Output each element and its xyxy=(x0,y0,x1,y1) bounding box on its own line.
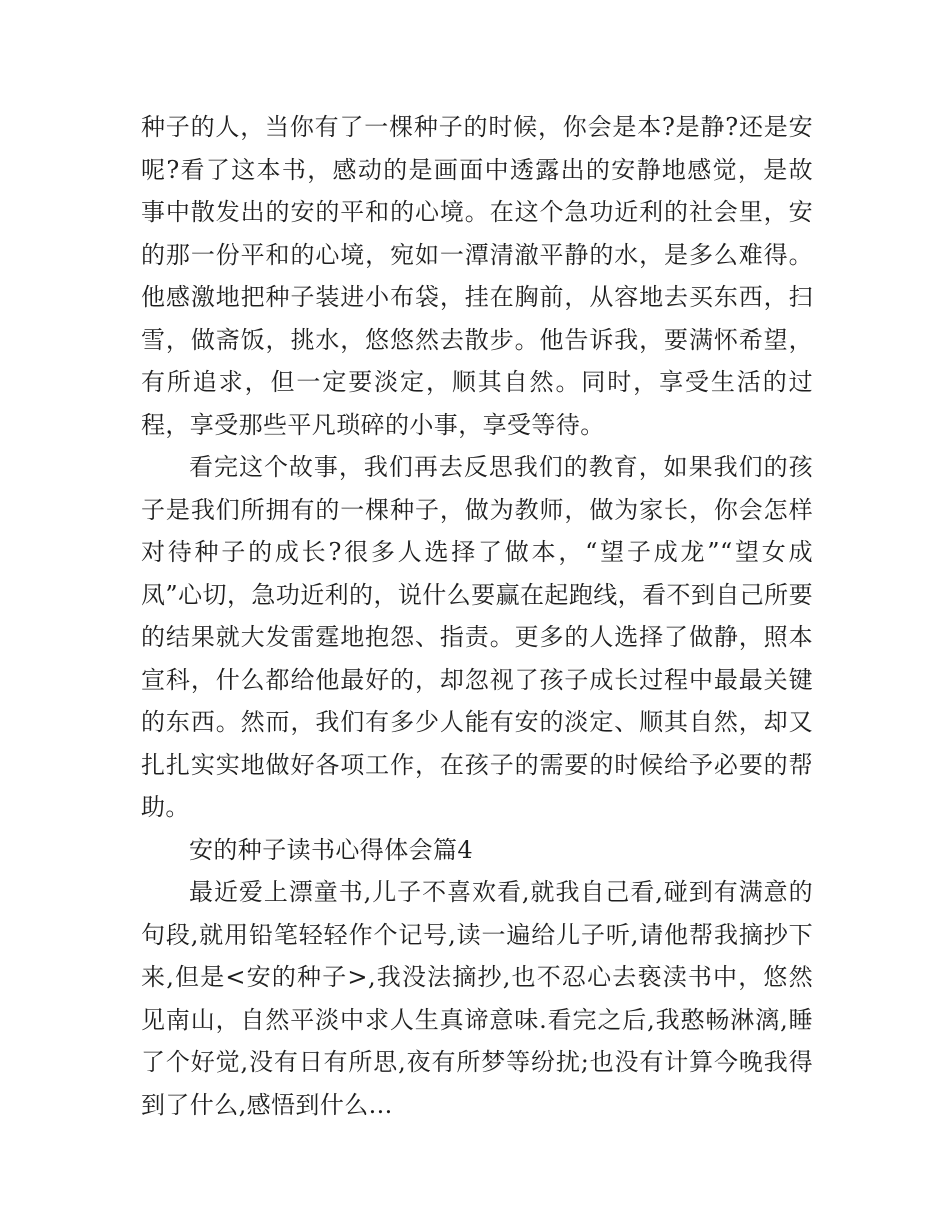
paragraph-section-4: 最近爱上漂童书,儿子不喜欢看,就我自己看,碰到有满意的句段,就用铅笔轻轻作个记号,读一遍给儿子听,请他帮我摘抄下来,但是<安的种子>,我没法摘抄,也不忍心去亵渎书中，悠然见南山，自然平淡中求人生真谛意味.看完之后,我憨畅淋漓,睡了个好觉,没有日有所思,夜有所梦等纷扰;也没有计算今晚我得到了什么,感悟到什么... xyxy=(141,878,813,1119)
document-body xyxy=(141,106,813,1126)
paragraph-continuation: 种子的人，当你有了一棵种子的时候，你会是本?是静?还是安呢?看了这本书，感动的是画面中透露出的安静地感觉，是故事中散发出的安的平和的心境。在这个急功近利的社会里，安的那一份平和的心境，宛如一潭清澈平静的水，是多么难得。他感激地把种子装进小布袋，挂在胸前，从容地去买东西，扫雪，做斋饭，挑水，悠悠然去散步。他告诉我，要满怀希望，有所追求，但一定要淡定，顺其自然。同时，享受生活的过程，享受那些平凡琐碎的小事，享受等待。 xyxy=(141,113,813,439)
section-heading: 安的种子读书心得体会篇4 xyxy=(189,835,474,864)
paragraph-reflection: 看完这个故事，我们再去反思我们的教育，如果我们的孩子是我们所拥有的一棵种子，做为教师，做为家长，你会怎样对待种子的成长?很多人选择了做本，“望子成龙”“望女成凤”心切，急功近利的，说什么要赢在起跑线，看不到自己所要的结果就大发雷霆地抱怨、指责。更多的人选择了做静，照本宣科，什么都给他最好的，却忽视了孩子成长过程中最最关键的东西。然而，我们有多少人能有安的淡定、顺其自然，却又扎扎实实地做好各项工作，在孩子的需要的时候给予必要的帮助。 xyxy=(141,453,813,821)
